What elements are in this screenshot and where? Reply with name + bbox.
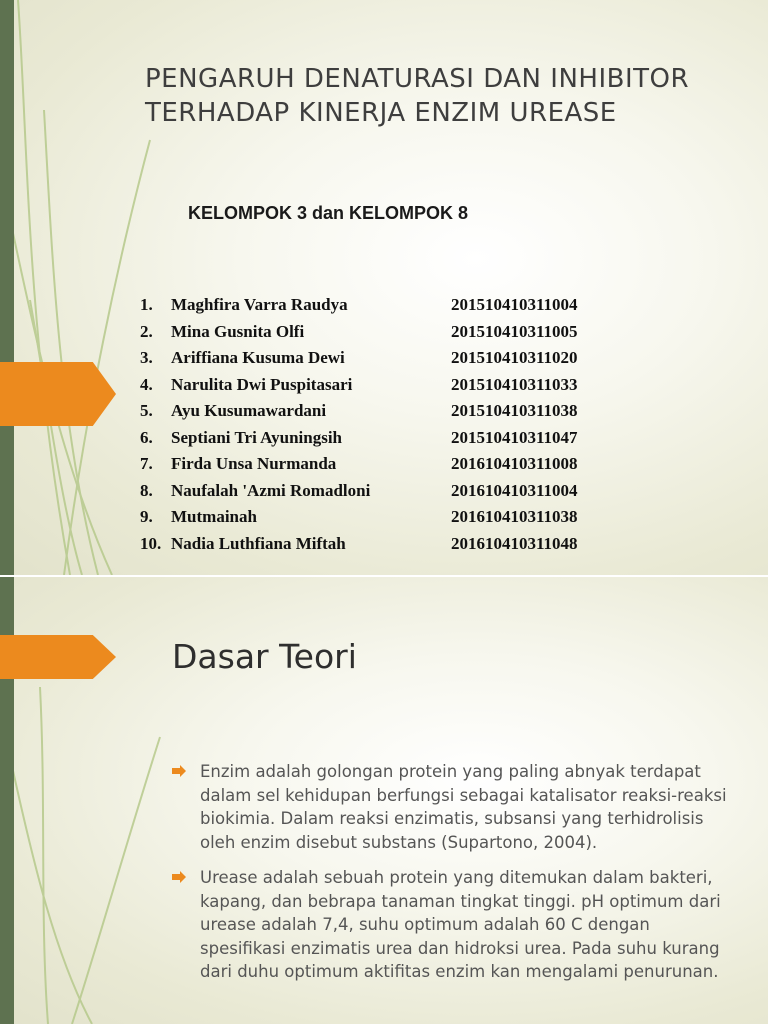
member-nim: 201610410311038: [451, 507, 578, 527]
member-nim: 201510410311038: [451, 401, 578, 421]
section-title: Dasar Teori: [172, 637, 357, 676]
member-name: Nadia Luthfiana Miftah: [171, 533, 346, 553]
member-nim: 201510410311047: [451, 427, 578, 447]
member-number: 9.: [140, 507, 153, 527]
member-number: 2.: [140, 321, 153, 341]
bullet-list: [172, 760, 732, 996]
left-sidebar-bar: [0, 0, 14, 575]
member-name: Maghfira Varra Raudya: [171, 295, 348, 315]
member-name: Ayu Kusumawardani: [171, 401, 327, 421]
member-row: [140, 345, 578, 372]
member-number: 4.: [140, 374, 153, 394]
member-nim: 201510410311020: [451, 348, 578, 368]
slide-title: PENGARUH DENATURASI DAN INHIBITOR TERHADAP KINERJA ENZIM UREASE: [145, 64, 690, 128]
member-number: 3.: [140, 348, 153, 368]
member-row: [140, 425, 578, 452]
member-nim: 201610410311048: [451, 533, 578, 553]
member-name: Ariffiana Kusuma Dewi: [171, 348, 345, 368]
member-nim: 201510410311004: [451, 295, 578, 315]
member-row: [140, 319, 578, 346]
arrow-bullet-icon: [172, 871, 186, 883]
member-number: 7.: [140, 454, 153, 474]
member-name: Firda Unsa Nurmanda: [171, 454, 337, 474]
member-nim: 201510410311005: [451, 321, 578, 341]
member-number: 8.: [140, 480, 153, 500]
member-name: Naufalah 'Azmi Romadloni: [171, 480, 371, 500]
bullet-item: [172, 866, 732, 984]
bullet-text: Enzim adalah golongan protein yang paling abnyak terdapat dalam sel kehidupan berfungsi sebagai katalisator reaksi-reaksi biokimia. Dalam reaksi enzimatis, subsansi yang terhidrolisis oleh enzim disebut substans (Supartono, 2004).: [200, 762, 727, 852]
bullet-text: Urease adalah sebuah protein yang ditemukan dalam bakteri, kapang, dan bebrapa tanaman tingkat tinggi. pH optimum dari urease adalah 7,4, suhu optimum adalah 60 C dengan spesifikasi enzimatis urea dan hidroksi urea. Pada suhu kurang dari duhu optimum aktifitas enzim kan mengalami penurunan.: [200, 868, 721, 981]
theory-slide: [0, 577, 768, 1024]
member-list: [140, 292, 578, 557]
member-name: Mutmainah: [171, 507, 257, 527]
member-number: 10.: [140, 533, 162, 553]
member-name: Septiani Tri Ayuningsih: [171, 427, 343, 447]
orange-arrow-tab-icon: [0, 635, 116, 679]
member-row: [140, 292, 578, 319]
member-number: 6.: [140, 427, 153, 447]
member-number: 1.: [140, 295, 153, 315]
member-nim: 201610410311008: [451, 454, 578, 474]
member-name: Mina Gusnita Olfi: [171, 321, 305, 341]
group-subtitle: KELOMPOK 3 dan KELOMPOK 8: [188, 203, 469, 223]
member-row: [140, 504, 578, 531]
member-row: [140, 451, 578, 478]
member-row: [140, 372, 578, 399]
orange-arrow-tab-icon: [0, 362, 116, 426]
member-row: [140, 398, 578, 425]
arrow-bullet-icon: [172, 765, 186, 777]
bullet-item: [172, 760, 732, 854]
member-nim: 201510410311033: [451, 374, 578, 394]
member-name: Narulita Dwi Puspitasari: [171, 374, 353, 394]
member-nim: 201610410311004: [451, 480, 578, 500]
member-number: 5.: [140, 401, 153, 421]
member-row: [140, 531, 578, 558]
member-row: [140, 478, 578, 505]
